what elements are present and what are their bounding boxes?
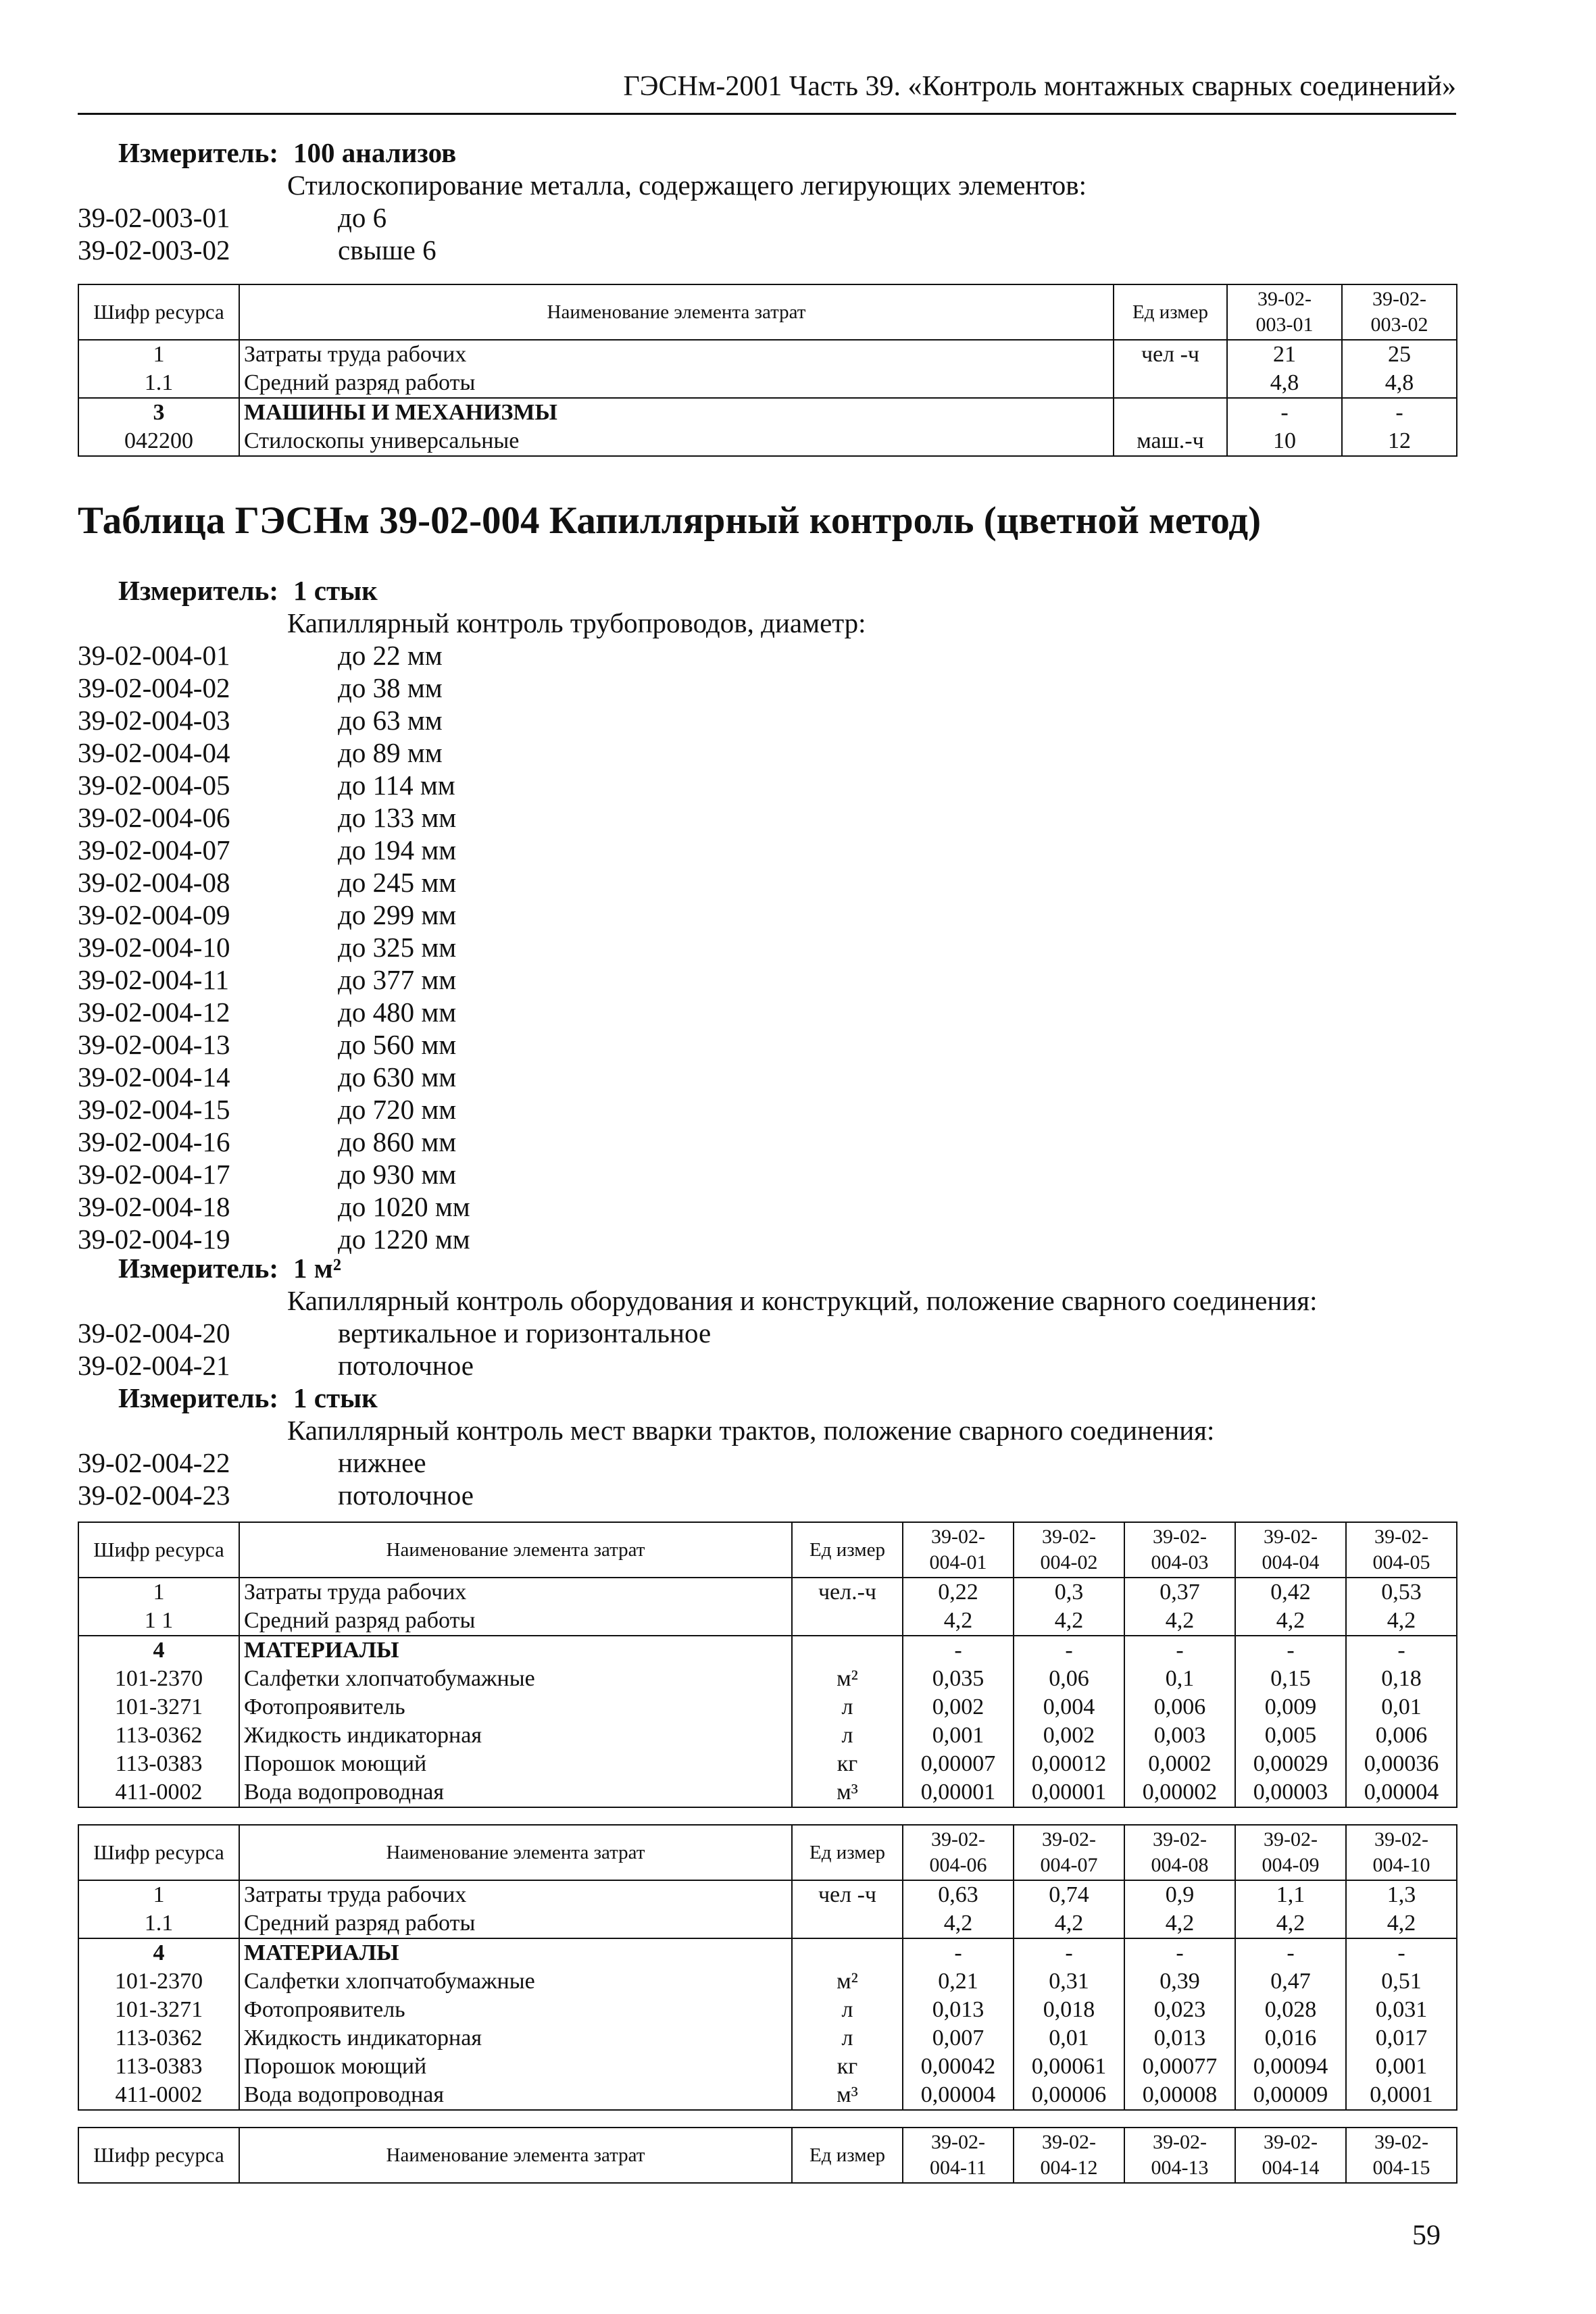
cell-value: 0,06 — [1014, 1665, 1124, 1693]
cell-code: 4 — [78, 1636, 239, 1665]
cell-value: 0,9 — [1124, 1880, 1235, 1909]
measure-line-3 — [118, 1252, 341, 1284]
table-row — [78, 1778, 1457, 1807]
table-row — [78, 1721, 1457, 1750]
cell-unit: м² — [792, 1967, 903, 1996]
table-row — [78, 2081, 1457, 2110]
cell-value: 0,009 — [1235, 1693, 1346, 1721]
table-row — [78, 1880, 1457, 1909]
header-col-2: 39-02- 003-02 — [1342, 284, 1457, 340]
item-label: до 38 мм — [338, 672, 443, 703]
resource-table-4 — [78, 2127, 1457, 2184]
header-code: Шифр ресурса — [78, 284, 239, 340]
header-unit: Ед измер — [1114, 284, 1227, 340]
cell-unit: л — [792, 1721, 903, 1750]
item-label: потолочное — [338, 1480, 474, 1511]
item-label: до 560 мм — [338, 1029, 457, 1060]
header-unit: Ед измер — [792, 1825, 903, 1880]
item-code: 39-02-004-11 — [78, 964, 229, 995]
cell-name: Вода водопроводная — [239, 2081, 792, 2110]
item-label: до 6 — [338, 202, 387, 233]
cell-value: 4,2 — [1014, 1607, 1124, 1636]
item-code: 39-02-004-21 — [78, 1350, 230, 1381]
measure-label: Измеритель: — [118, 137, 279, 168]
cell-unit — [792, 1607, 903, 1636]
measure-label: Измеритель: — [118, 1253, 279, 1284]
header-col-2: 39-02- 004-07 — [1014, 1825, 1124, 1880]
cell-value: 4,2 — [1235, 1607, 1346, 1636]
cell-value: - — [1342, 398, 1457, 427]
table-row — [78, 1750, 1457, 1778]
table-row — [78, 2053, 1457, 2081]
header-col-5: 39-02- 004-05 — [1346, 1522, 1457, 1578]
cell-value: - — [1227, 398, 1342, 427]
table-title: Таблица ГЭСНм 39-02-004 Капиллярный контроль (цветной метод) — [78, 499, 1262, 542]
item-label: до 114 мм — [338, 770, 455, 801]
cell-value: 0,37 — [1124, 1578, 1235, 1607]
cell-value: 4,8 — [1342, 369, 1457, 398]
cell-value: 0,53 — [1346, 1578, 1457, 1607]
cell-name: Затраты труда рабочих — [239, 1578, 792, 1607]
item-label: до 1020 мм — [338, 1191, 470, 1222]
running-header: ГЭСНм-2001 Часть 39. «Контроль монтажных сварных соединений» — [78, 64, 1456, 115]
header-col-5: 39-02- 004-10 — [1346, 1825, 1457, 1880]
cell-value: 0,002 — [903, 1693, 1014, 1721]
cell-value: 0,3 — [1014, 1578, 1124, 1607]
cell-value: 0,002 — [1014, 1721, 1124, 1750]
table-row — [78, 1665, 1457, 1693]
resource-table-1 — [78, 284, 1457, 457]
item-label: до 325 мм — [338, 932, 457, 963]
cell-value: 0,00004 — [903, 2081, 1014, 2110]
item-label: до 1220 мм — [338, 1224, 470, 1255]
cell-code: 3 — [78, 398, 239, 427]
cell-name: Салфетки хлопчатобумажные — [239, 1665, 792, 1693]
table-row — [78, 340, 1457, 369]
cell-name: МАШИНЫ И МЕХАНИЗМЫ — [239, 398, 1114, 427]
cell-unit: м³ — [792, 1778, 903, 1807]
cell-code: 1 — [78, 1578, 239, 1607]
cell-unit: л — [792, 1693, 903, 1721]
table-row — [78, 1607, 1457, 1636]
item-row — [78, 672, 443, 704]
header-name: Наименование элемента затрат — [239, 284, 1114, 340]
item-label: вертикальное и горизонтальное — [338, 1317, 712, 1349]
header-unit: Ед измер — [792, 1522, 903, 1578]
cell-code: 411-0002 — [78, 1778, 239, 1807]
cell-value: 0,18 — [1346, 1665, 1457, 1693]
cell-code: 113-0383 — [78, 1750, 239, 1778]
resource-table-2 — [78, 1521, 1457, 1808]
item-code: 39-02-004-15 — [78, 1094, 230, 1125]
cell-code: 1.1 — [78, 1909, 239, 1938]
item-row — [78, 1349, 474, 1382]
table-row — [78, 1938, 1457, 1967]
cell-name: Салфетки хлопчатобумажные — [239, 1967, 792, 1996]
header-name: Наименование элемента затрат — [239, 2128, 792, 2183]
cell-value: 0,031 — [1346, 1996, 1457, 2024]
cell-value: 4,2 — [1235, 1909, 1346, 1938]
table-row — [78, 1693, 1457, 1721]
measure-value: 100 анализов — [293, 137, 457, 168]
cell-value: 4,2 — [1346, 1607, 1457, 1636]
cell-code: 101-3271 — [78, 1996, 239, 2024]
cell-value: 0,01 — [1014, 2024, 1124, 2053]
cell-unit: м² — [792, 1665, 903, 1693]
item-code: 39-02-004-12 — [78, 997, 230, 1028]
cell-name: Вода водопроводная — [239, 1778, 792, 1807]
item-row — [78, 201, 386, 234]
item-label: до 89 мм — [338, 737, 443, 768]
item-code: 39-02-004-06 — [78, 802, 230, 833]
item-row — [78, 1028, 456, 1061]
item-label: до 720 мм — [338, 1094, 457, 1125]
cell-value: 0,005 — [1235, 1721, 1346, 1750]
item-row — [78, 736, 443, 769]
measure-line-1 — [118, 136, 456, 169]
cell-value: 0,00003 — [1235, 1778, 1346, 1807]
cell-value: - — [1235, 1938, 1346, 1967]
cell-value: 4,2 — [1124, 1607, 1235, 1636]
cell-value: 0,016 — [1235, 2024, 1346, 2053]
cell-value: 0,00006 — [1014, 2081, 1124, 2110]
cell-value: - — [1346, 1938, 1457, 1967]
cell-value: 0,00002 — [1124, 1778, 1235, 1807]
cell-name: Средний разряд работы — [239, 1607, 792, 1636]
cell-value: 0,0002 — [1124, 1750, 1235, 1778]
cell-value: - — [1124, 1636, 1235, 1665]
cell-value: 0,22 — [903, 1578, 1014, 1607]
header-col-5: 39-02- 004-15 — [1346, 2128, 1457, 2183]
item-row — [78, 234, 437, 266]
cell-value: 0,007 — [903, 2024, 1014, 2053]
cell-value: 0,00042 — [903, 2053, 1014, 2081]
table-row — [78, 398, 1457, 427]
item-row — [78, 931, 456, 963]
item-code: 39-02-004-01 — [78, 640, 230, 671]
item-code: 39-02-004-14 — [78, 1061, 230, 1092]
item-code: 39-02-004-20 — [78, 1317, 230, 1349]
cell-value: 0,31 — [1014, 1967, 1124, 1996]
table-row — [78, 1996, 1457, 2024]
item-label: нижнее — [338, 1447, 426, 1478]
cell-value: 0,51 — [1346, 1967, 1457, 1996]
item-label: до 299 мм — [338, 899, 457, 930]
item-code: 39-02-004-17 — [78, 1159, 230, 1190]
item-label: до 133 мм — [338, 802, 457, 833]
cell-value: 0,028 — [1235, 1996, 1346, 2024]
cell-value: 0,00036 — [1346, 1750, 1457, 1778]
cell-code: 101-2370 — [78, 1967, 239, 1996]
table-row — [78, 369, 1457, 398]
item-code: 39-02-004-09 — [78, 899, 230, 930]
cell-code: 411-0002 — [78, 2081, 239, 2110]
page-number: 59 — [1412, 2220, 1441, 2251]
section-description: Капиллярный контроль оборудования и конструкций, положение сварного соединения: — [287, 1285, 1318, 1316]
cell-name: Стилоскопы универсальные — [239, 427, 1114, 456]
item-code: 39-02-004-22 — [78, 1447, 230, 1478]
header-col-4: 39-02- 004-09 — [1235, 1825, 1346, 1880]
cell-code: 101-3271 — [78, 1693, 239, 1721]
cell-name: Жидкость индикаторная — [239, 1721, 792, 1750]
table-row — [78, 1967, 1457, 1996]
table-row — [78, 1578, 1457, 1607]
cell-code: 113-0362 — [78, 2024, 239, 2053]
cell-name: МАТЕРИАЛЫ — [239, 1938, 792, 1967]
cell-unit: кг — [792, 2053, 903, 2081]
item-code: 39-02-004-07 — [78, 834, 230, 865]
cell-unit — [1114, 369, 1227, 398]
cell-value: 0,018 — [1014, 1996, 1124, 2024]
item-code: 39-02-004-05 — [78, 770, 230, 801]
section-description: Стилоскопирование металла, содержащего легирующих элементов: — [287, 170, 1087, 201]
cell-name: Порошок моющий — [239, 1750, 792, 1778]
cell-value: 0,15 — [1235, 1665, 1346, 1693]
cell-value: 0,74 — [1014, 1880, 1124, 1909]
item-label: до 377 мм — [338, 964, 457, 995]
cell-value: 0,01 — [1346, 1693, 1457, 1721]
cell-value: 0,1 — [1124, 1665, 1235, 1693]
cell-value: 0,013 — [1124, 2024, 1235, 2053]
item-label: до 930 мм — [338, 1159, 457, 1190]
cell-unit: л — [792, 1996, 903, 2024]
cell-value: 0,0001 — [1346, 2081, 1457, 2110]
header-code: Шифр ресурса — [78, 1522, 239, 1578]
section-description: Капиллярный контроль трубопроводов, диаметр: — [287, 607, 866, 638]
item-row — [78, 801, 456, 834]
table-row — [78, 427, 1457, 456]
item-code: 39-02-004-18 — [78, 1191, 230, 1222]
header-col-2: 39-02- 004-02 — [1014, 1522, 1124, 1578]
header-code: Шифр ресурса — [78, 1825, 239, 1880]
item-code: 39-02-004-19 — [78, 1224, 230, 1255]
cell-value: 0,00077 — [1124, 2053, 1235, 2081]
cell-value: 4,2 — [1014, 1909, 1124, 1938]
cell-value: 0,006 — [1346, 1721, 1457, 1750]
cell-name: Порошок моющий — [239, 2053, 792, 2081]
item-label: до 194 мм — [338, 834, 457, 865]
cell-code: 1.1 — [78, 369, 239, 398]
item-code: 39-02-004-16 — [78, 1126, 230, 1157]
measure-label: Измеритель: — [118, 575, 279, 606]
header-col-4: 39-02- 004-14 — [1235, 2128, 1346, 2183]
cell-code: 1 — [78, 1880, 239, 1909]
cell-name: Затраты труда рабочих — [239, 340, 1114, 369]
item-row — [78, 866, 456, 899]
item-label: до 22 мм — [338, 640, 443, 671]
item-label: до 480 мм — [338, 997, 457, 1028]
cell-name: Жидкость индикаторная — [239, 2024, 792, 2053]
cell-value: 1,1 — [1235, 1880, 1346, 1909]
item-row — [78, 1126, 456, 1158]
item-code: 39-02-004-08 — [78, 867, 230, 898]
item-label: до 860 мм — [338, 1126, 457, 1157]
cell-name: Средний разряд работы — [239, 1909, 792, 1938]
measure-line-4 — [118, 1382, 378, 1414]
item-row — [78, 996, 456, 1028]
measure-value: 1 м² — [293, 1253, 341, 1284]
cell-name: Затраты труда рабочих — [239, 1880, 792, 1909]
cell-value: 0,00029 — [1235, 1750, 1346, 1778]
item-row — [78, 769, 455, 801]
cell-value: - — [903, 1636, 1014, 1665]
cell-unit — [792, 1636, 903, 1665]
cell-code: 101-2370 — [78, 1665, 239, 1693]
header-col-3: 39-02- 004-03 — [1124, 1522, 1235, 1578]
cell-value: 0,001 — [1346, 2053, 1457, 2081]
cell-code: 113-0383 — [78, 2053, 239, 2081]
cell-value: - — [1014, 1938, 1124, 1967]
item-row — [78, 1061, 456, 1093]
cell-value: - — [1124, 1938, 1235, 1967]
item-row — [78, 1158, 456, 1190]
cell-code: 042200 — [78, 427, 239, 456]
cell-name: Средний разряд работы — [239, 369, 1114, 398]
item-label: свыше 6 — [338, 234, 437, 266]
item-row — [78, 963, 456, 996]
cell-value: 4,2 — [1346, 1909, 1457, 1938]
header-col-4: 39-02- 004-04 — [1235, 1522, 1346, 1578]
item-code: 39-02-004-02 — [78, 672, 230, 703]
cell-value: 0,00061 — [1014, 2053, 1124, 2081]
header-col-1: 39-02- 004-01 — [903, 1522, 1014, 1578]
resource-table-3 — [78, 1824, 1457, 2111]
cell-value: - — [903, 1938, 1014, 1967]
measure-value: 1 стык — [293, 575, 378, 606]
cell-unit — [1114, 398, 1227, 427]
cell-value: 0,21 — [903, 1967, 1014, 1996]
cell-value: 10 — [1227, 427, 1342, 456]
cell-value: 0,003 — [1124, 1721, 1235, 1750]
measure-label: Измеритель: — [118, 1382, 279, 1413]
cell-value: 4,2 — [903, 1909, 1014, 1938]
item-code: 39-02-003-02 — [78, 234, 230, 266]
cell-value: 0,63 — [903, 1880, 1014, 1909]
cell-unit: м³ — [792, 2081, 903, 2110]
cell-value: 1,3 — [1346, 1880, 1457, 1909]
cell-value: 0,00001 — [1014, 1778, 1124, 1807]
header-col-1: 39-02- 004-06 — [903, 1825, 1014, 1880]
item-row — [78, 1479, 474, 1511]
cell-value: 0,00007 — [903, 1750, 1014, 1778]
header-col-1: 39-02- 004-11 — [903, 2128, 1014, 2183]
cell-value: 0,001 — [903, 1721, 1014, 1750]
table-row — [78, 1909, 1457, 1938]
item-row — [78, 834, 456, 866]
cell-value: 4,8 — [1227, 369, 1342, 398]
cell-unit: л — [792, 2024, 903, 2053]
item-label: до 63 мм — [338, 705, 443, 736]
cell-value: 12 — [1342, 427, 1457, 456]
item-code: 39-02-004-13 — [78, 1029, 230, 1060]
header-name: Наименование элемента затрат — [239, 1522, 792, 1578]
item-row — [78, 1190, 470, 1223]
item-label: до 245 мм — [338, 867, 457, 898]
header-col-3: 39-02- 004-08 — [1124, 1825, 1235, 1880]
table-row — [78, 1636, 1457, 1665]
item-code: 39-02-004-23 — [78, 1480, 230, 1511]
cell-unit: маш.-ч — [1114, 427, 1227, 456]
cell-value: 0,00004 — [1346, 1778, 1457, 1807]
item-label: потолочное — [338, 1350, 474, 1381]
header-code: Шифр ресурса — [78, 2128, 239, 2183]
item-code: 39-02-004-10 — [78, 932, 230, 963]
cell-value: 0,006 — [1124, 1693, 1235, 1721]
item-row — [78, 1447, 426, 1479]
cell-value: - — [1235, 1636, 1346, 1665]
header-unit: Ед измер — [792, 2128, 903, 2183]
cell-code: 1 — [78, 340, 239, 369]
cell-unit: кг — [792, 1750, 903, 1778]
cell-value: 0,00001 — [903, 1778, 1014, 1807]
cell-value: 21 — [1227, 340, 1342, 369]
cell-value: - — [1014, 1636, 1124, 1665]
cell-value: 0,39 — [1124, 1967, 1235, 1996]
header-name: Наименование элемента затрат — [239, 1825, 792, 1880]
item-row — [78, 899, 456, 931]
cell-unit — [792, 1938, 903, 1967]
cell-value: 0,00009 — [1235, 2081, 1346, 2110]
cell-unit — [792, 1909, 903, 1938]
header-col-2: 39-02- 004-12 — [1014, 2128, 1124, 2183]
cell-code: 113-0362 — [78, 1721, 239, 1750]
section-description: Капиллярный контроль мест вварки трактов, положение сварного соединения: — [287, 1415, 1215, 1446]
table-row — [78, 2024, 1457, 2053]
cell-unit: чел -ч — [1114, 340, 1227, 369]
cell-value: 25 — [1342, 340, 1457, 369]
cell-value: 0,017 — [1346, 2024, 1457, 2053]
cell-code: 1 1 — [78, 1607, 239, 1636]
item-row — [78, 1317, 711, 1349]
cell-value: 0,47 — [1235, 1967, 1346, 1996]
item-row — [78, 704, 443, 736]
item-code: 39-02-003-01 — [78, 202, 230, 233]
cell-value: 0,013 — [903, 1996, 1014, 2024]
item-row — [78, 1223, 470, 1255]
item-row — [78, 639, 443, 672]
measure-line-2 — [118, 574, 378, 607]
cell-value: 4,2 — [1124, 1909, 1235, 1938]
measure-value: 1 стык — [293, 1382, 378, 1413]
cell-unit: чел.-ч — [792, 1578, 903, 1607]
cell-name: МАТЕРИАЛЫ — [239, 1636, 792, 1665]
cell-unit: чел -ч — [792, 1880, 903, 1909]
header-col-1: 39-02- 003-01 — [1227, 284, 1342, 340]
cell-value: 0,42 — [1235, 1578, 1346, 1607]
cell-value: 4,2 — [903, 1607, 1014, 1636]
cell-code: 4 — [78, 1938, 239, 1967]
item-code: 39-02-004-03 — [78, 705, 230, 736]
cell-value: 0,00094 — [1235, 2053, 1346, 2081]
cell-value: - — [1346, 1636, 1457, 1665]
cell-name: Фотопроявитель — [239, 1693, 792, 1721]
item-label: до 630 мм — [338, 1061, 457, 1092]
cell-value: 0,035 — [903, 1665, 1014, 1693]
cell-value: 0,023 — [1124, 1996, 1235, 2024]
item-row — [78, 1093, 456, 1126]
cell-value: 0,00008 — [1124, 2081, 1235, 2110]
cell-value: 0,00012 — [1014, 1750, 1124, 1778]
item-code: 39-02-004-04 — [78, 737, 230, 768]
header-col-3: 39-02- 004-13 — [1124, 2128, 1235, 2183]
cell-name: Фотопроявитель — [239, 1996, 792, 2024]
cell-value: 0,004 — [1014, 1693, 1124, 1721]
